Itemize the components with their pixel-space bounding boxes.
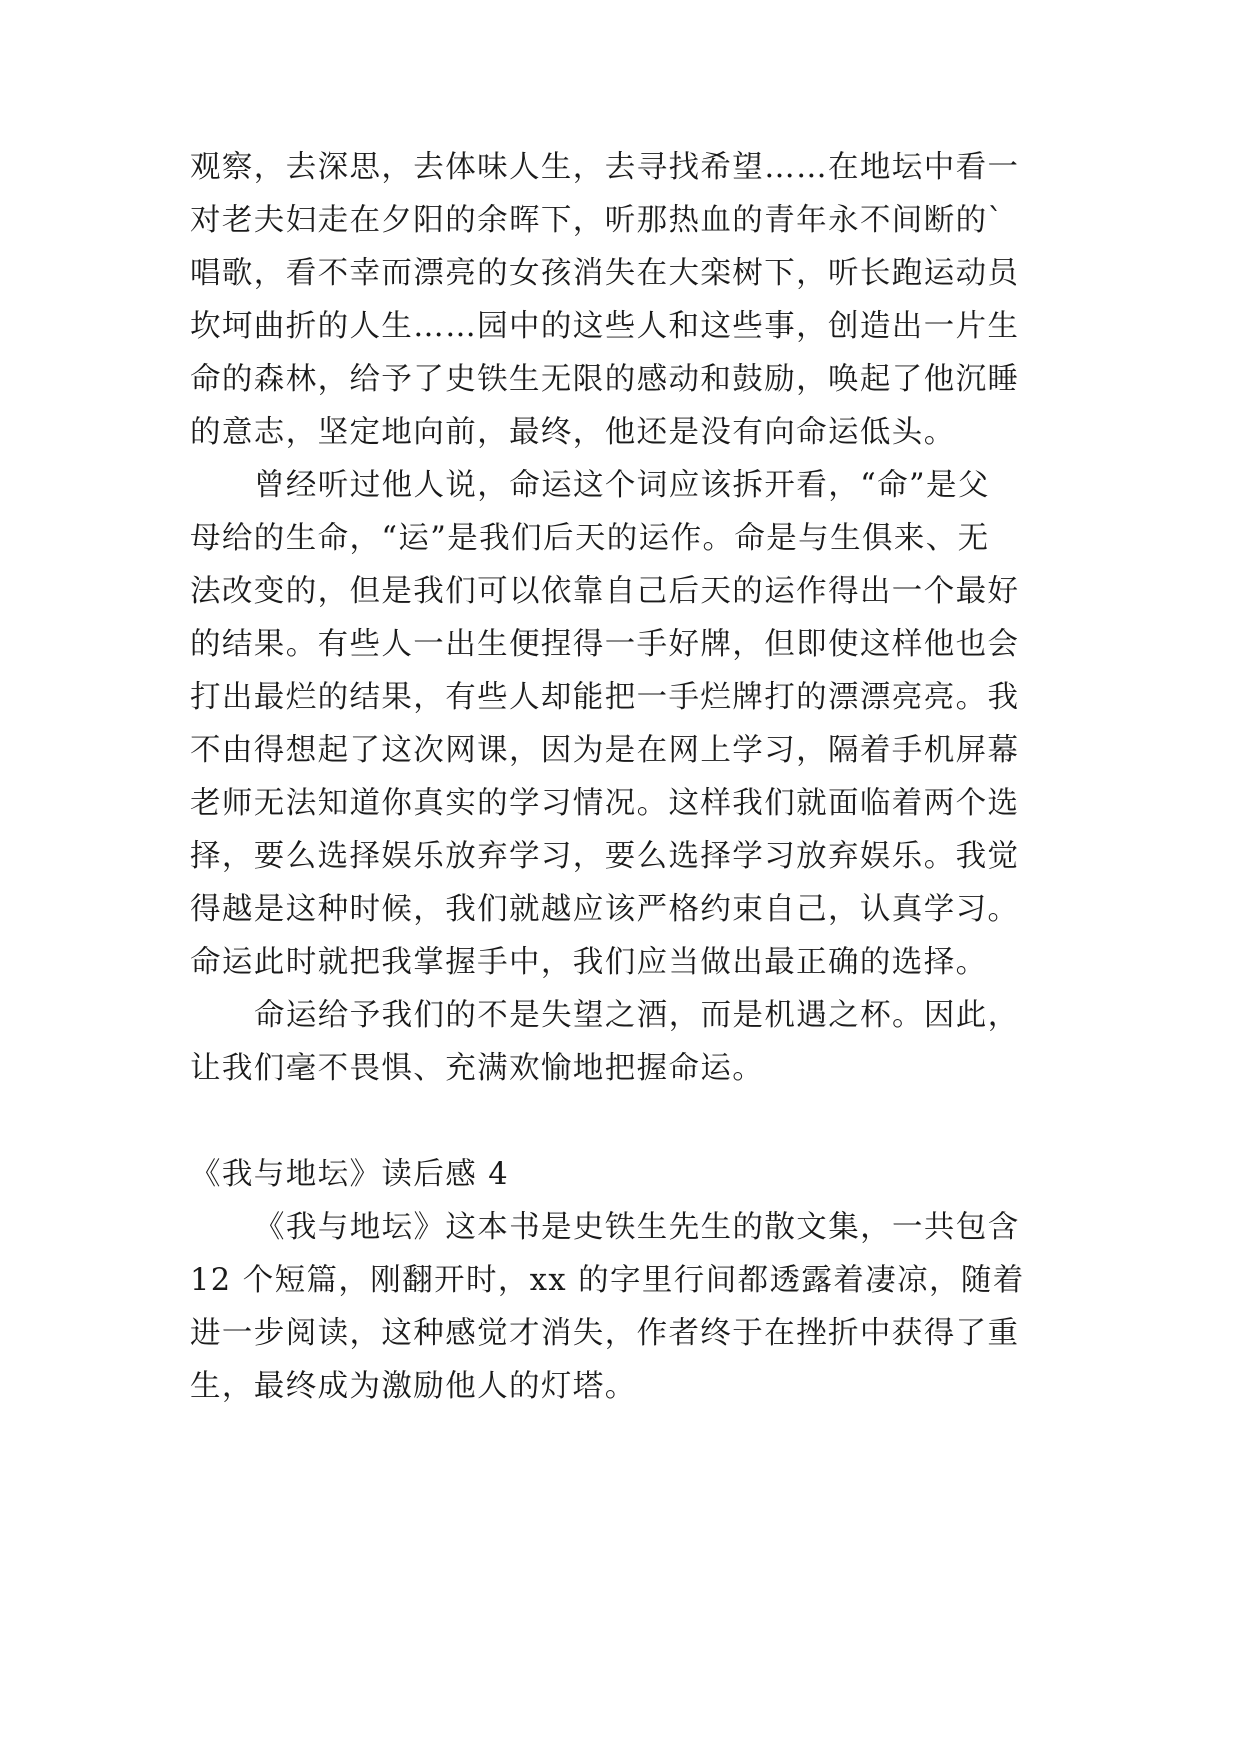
text-line: 命运此时就把我掌握手中，我们应当做出最正确的选择。: [190, 945, 988, 980]
text-line: 观察，去深思，去体味人生，去寻找希望……在地坛中看一: [190, 150, 1020, 185]
text-line: 让我们毫不畏惧、充满欢愉地把握命运。: [190, 1051, 765, 1086]
text-line: 生，最终成为激励他人的灯塔。: [190, 1369, 637, 1404]
text-line: 不由得想起了这次网课，因为是在网上学习，隔着手机屏幕: [190, 733, 1020, 768]
text-line: 进一步阅读，这种感觉才消失，作者终于在挫折中获得了重: [190, 1316, 1020, 1351]
text-line: 打出最烂的结果，有些人却能把一手烂牌打的漂漂亮亮。我: [190, 680, 1020, 715]
text-line: 老师无法知道你真实的学习情况。这样我们就面临着两个选: [190, 786, 1020, 821]
text-line: 《我与地坛》这本书是史铁生先生的散文集，一共包含: [254, 1210, 1020, 1245]
text-line: 母给的生命，“运”是我们后天的运作。命是与生俱来、无: [190, 521, 990, 556]
text-line: 命运给予我们的不是失望之酒，而是机遇之杯。因此，: [254, 998, 1020, 1033]
text-line: 对老夫妇走在夕阳的余晖下，听那热血的青年永不间断的`: [190, 203, 1005, 238]
text-line: 曾经听过他人说，命运这个词应该拆开看，“命”是父: [254, 468, 990, 503]
text-line: 的结果。有些人一出生便捏得一手好牌，但即使这样他也会: [190, 627, 1020, 662]
text-line: 12 个短篇，刚翻开时，xx 的字里行间都透露着凄凉，随着: [190, 1263, 1025, 1298]
text-line: 法改变的，但是我们可以依靠自己后天的运作得出一个最好: [190, 574, 1020, 609]
text-line: 得越是这种时候，我们就越应该严格约束自己，认真学习。: [190, 892, 1020, 927]
text-line: 命的森林，给予了史铁生无限的感动和鼓励，唤起了他沉睡: [190, 362, 1020, 397]
text-line: 唱歌，看不幸而漂亮的女孩消失在大栾树下，听长跑运动员: [190, 256, 1020, 291]
text-line: 坎坷曲折的人生……园中的这些人和这些事，创造出一片生: [190, 309, 1020, 344]
text-line: 的意志，坚定地向前，最终，他还是没有向命运低头。: [190, 415, 956, 450]
section-heading: 《我与地坛》读后感 4: [190, 1157, 509, 1192]
text-line: 择，要么选择娱乐放弃学习，要么选择学习放弃娱乐。我觉: [190, 839, 1020, 874]
